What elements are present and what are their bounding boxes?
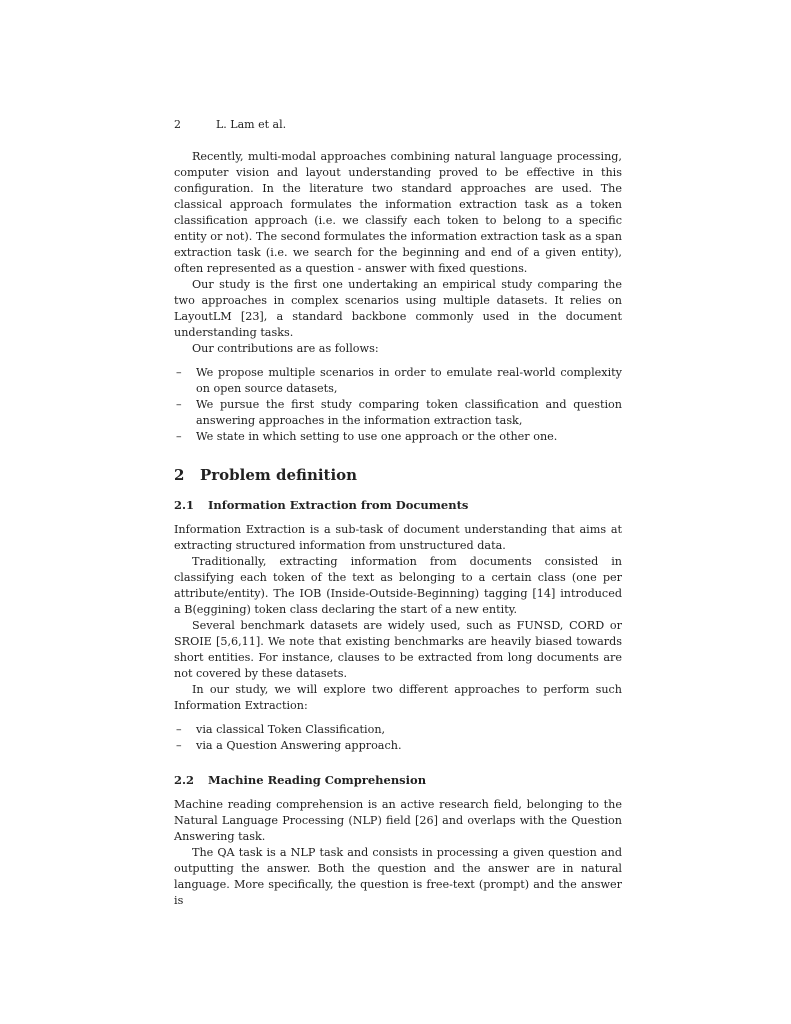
subsection-number: 2.1: [174, 498, 195, 512]
running-head: [174, 118, 622, 132]
list-item: – via classical Token Classification,: [176, 723, 386, 736]
paper-page: [174, 118, 622, 909]
contributions-list: [174, 365, 622, 445]
list-item: – We pursue the first study comparing token classification and question answering approaches in the information extraction task,: [176, 398, 622, 427]
approaches-list: [174, 722, 622, 754]
subsection-heading-2-2: [174, 772, 622, 788]
intro-paragraph-1: Recently, multi-modal approaches combining natural language processing, computer vision and layout understanding proved to be effective in this configuration. In the literature two standard approaches are used. The classical approach formulates the information extraction task as a token classification approach (i.e. we classify each token to belong to a specific entity or not). The second formulates the information extraction task as a span extraction task (i.e. we search for the beginning and end of a given entity), often represented as a question - answer with fixed questions.: [174, 150, 622, 275]
subsection-title: Information Extraction from Documents: [208, 498, 469, 512]
ie-paragraph-4: In our study, we will explore two different approaches to perform such Information Extraction:: [174, 683, 622, 712]
mrc-paragraph-2: The QA task is a NLP task and consists in processing a given question and outputting the answer. Both the question and the answer are in natural language. More specifically, the question is free-text (prompt) and the answer is: [174, 846, 622, 907]
page-number: 2: [174, 118, 181, 131]
ie-paragraph-1: Information Extraction is a sub-task of document understanding that aims at extracting structured information from unstructured data.: [174, 523, 622, 552]
subsection-title: Machine Reading Comprehension: [208, 773, 427, 787]
subsection-heading-2-1: [174, 497, 622, 513]
running-head-authors: L. Lam et al.: [216, 118, 287, 131]
mrc-paragraph-1: Machine reading comprehension is an active research field, belonging to the Natural Language Processing (NLP) field [26] and overlaps with the Question Answering task.: [174, 798, 622, 843]
section-heading: [174, 465, 622, 485]
dash-icon: –: [176, 739, 182, 752]
list-item: – We propose multiple scenarios in order to emulate real-world complexity on open source datasets,: [176, 366, 622, 395]
section-title: Problem definition: [200, 466, 358, 484]
intro-paragraph-3: Our contributions are as follows:: [192, 342, 379, 355]
intro-paragraph-2: Our study is the first one undertaking an empirical study comparing the two approaches in complex scenarios using multiple datasets. It relies on LayoutLM [23], a standard backbone commonly used in the document understanding tasks.: [174, 278, 622, 339]
dash-icon: –: [176, 723, 182, 736]
ie-paragraph-3: Several benchmark datasets are widely used, such as FUNSD, CORD or SROIE [5,6,11]. We note that existing benchmarks are heavily biased towards short entities. For instance, clauses to be extracted from long documents are not covered by these datasets.: [174, 619, 622, 680]
list-item: – We state in which setting to use one approach or the other one.: [176, 430, 558, 443]
dash-icon: –: [176, 398, 182, 411]
ie-paragraph-2: Traditionally, extracting information from documents consisted in classifying each token of the text as belonging to a certain class (one per attribute/entity). The IOB (Inside-Outside-Beginning) tagging [14] introduced a B(eggining) token class declaring the start of a new entity.: [174, 555, 622, 616]
list-item: – via a Question Answering approach.: [176, 739, 402, 752]
section-number: 2: [174, 466, 185, 484]
dash-icon: –: [176, 366, 182, 379]
dash-icon: –: [176, 430, 182, 443]
subsection-number: 2.2: [174, 773, 195, 787]
